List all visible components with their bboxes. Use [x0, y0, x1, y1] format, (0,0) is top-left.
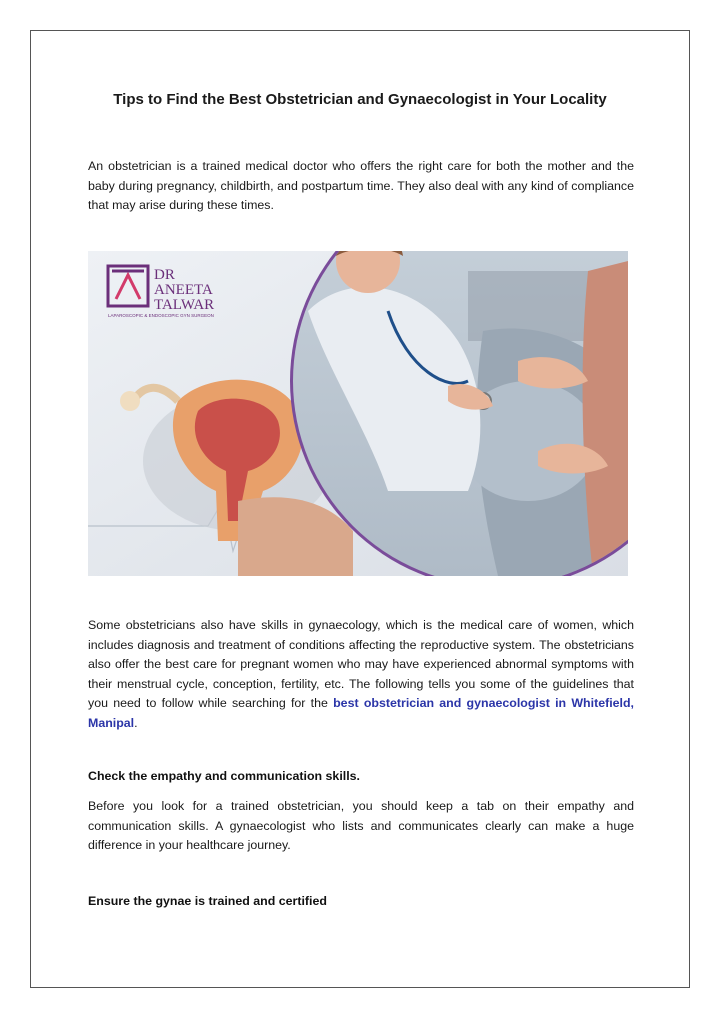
- logo-line-1: DR: [154, 267, 175, 283]
- paragraph-text: Some obstetricians also have skills in gynaecology, which is the medical care of women, which includes diagnosis and treatment of conditions affecting the reproductive system. The obstetricians also offer the best care for pregnant women who may have experienced abnormal symptoms with their menstrual cycle, conception, fertility, etc. The following tells you some of the guidelines that you need to follow while searching for the: [88, 618, 634, 711]
- empathy-heading: Check the empathy and communication skills.: [88, 769, 360, 783]
- logo-line-2: ANEETA: [154, 282, 213, 298]
- logo-tagline: LAPAROSCOPIC & ENDOSCOPIC GYN SURGEON: [108, 313, 214, 318]
- certified-heading: Ensure the gynae is trained and certified: [88, 894, 327, 908]
- document-page: [30, 30, 690, 988]
- intro-paragraph: An obstetrician is a trained medical doctor who offers the right care for both the mother and the baby during pregnancy, childbirth, and postpartum time. They also deal with any kind of compliance that may arise during these times.: [88, 159, 634, 213]
- hero-image: [88, 251, 628, 576]
- empathy-paragraph: Before you look for a trained obstetrician, you should keep a tab on their empathy and communication skills. A gynaecologist who lists and communicates clearly can make a huge difference in your healthcare journey.: [88, 799, 634, 853]
- page-title: Tips to Find the Best Obstetrician and Gynaecologist in Your Locality: [113, 91, 607, 108]
- paragraph-end: .: [134, 715, 138, 730]
- logo-line-3: TALWAR: [154, 297, 215, 313]
- obstetrician-whitefield-link[interactable]: best obstetrician and gynaecologist in Whitefield, Manipal: [88, 696, 634, 730]
- obstetrician-skills-paragraph: [88, 616, 634, 734]
